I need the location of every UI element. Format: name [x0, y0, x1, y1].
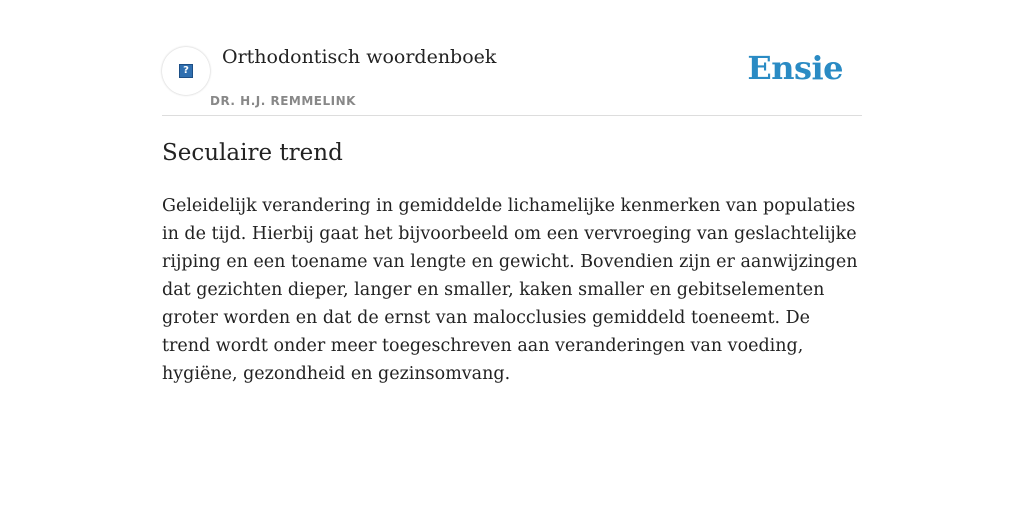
header: [162, 0, 862, 116]
question-book-icon: ?: [179, 64, 193, 78]
entry-title: Seculaire trend: [162, 140, 343, 166]
book-icon[interactable]: [162, 47, 210, 95]
page: [162, 0, 862, 384]
book-title[interactable]: Orthodontisch woordenboek: [222, 46, 497, 68]
entry-body: Geleidelijk verandering in gemiddelde lichamelijke kenmerken van populaties in de tijd. Hierbij gaat het bijvoorbeeld om een vervroeging van geslachtelijke rijping en een toename van lengte en gewicht. Bovendien zijn er aanwijzingen dat gezichten dieper, langer en smaller, kaken smaller en gebitselementen groter worden en dat de ernst van malocclusies gemiddeld toeneemt. De trend wordt onder meer toegeschreven aan veranderingen van voeding, hygiëne, gezondheid en gezinsomvang.: [162, 196, 858, 384]
book-author[interactable]: DR. H.J. REMMELINK: [210, 94, 356, 108]
ensie-logo[interactable]: Ensie: [747, 49, 843, 87]
